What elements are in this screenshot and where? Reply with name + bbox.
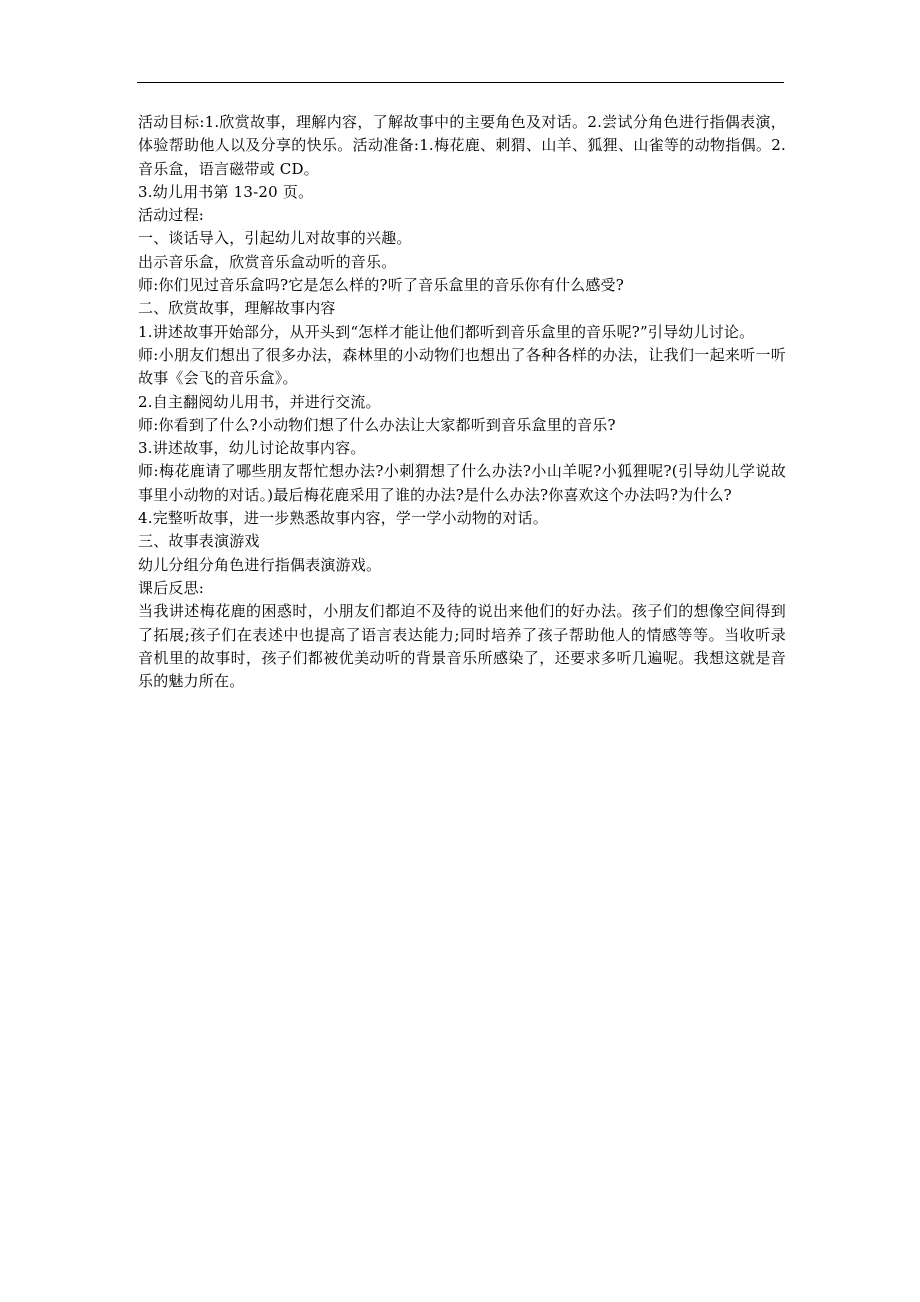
header-rule [137,82,784,83]
paragraph: 师:小朋友们想出了很多办法，森林里的小动物们也想出了各种各样的办法，让我们一起来听一听故事《会飞的音乐盒》。 [138,345,786,388]
paragraph-materials-book: 3.幼儿用书第 13-20 页。 [138,182,314,201]
document-body [138,111,786,693]
paragraph: 师:梅花鹿请了哪些朋友帮忙想办法?小刺猬想了什么办法?小山羊呢?小狐狸呢?(引导幼儿学说故事里小动物的对话。)最后梅花鹿采用了谁的办法?是什么办法?你喜欢这个办法吗?为什么? [138,462,786,504]
paragraph: 幼儿分组分角色进行指偶表演游戏。 [138,555,382,574]
section-heading-3: 三、故事表演游戏 [138,532,260,551]
paragraph: 3.讲述故事，幼儿讨论故事内容。 [138,439,366,458]
section-heading-reflection: 课后反思: [138,578,205,597]
section-heading-1: 一、谈话导入，引起幼儿对故事的兴趣。 [138,229,412,248]
paragraph: 师:你们见过音乐盒吗?它是怎么样的?听了音乐盒里的音乐你有什么感受? [138,276,624,295]
paragraph: 师:你看到了什么?小动物们想了什么办法让大家都听到音乐盒里的音乐? [138,415,616,434]
paragraph-reflection: 当我讲述梅花鹿的困惑时，小朋友们都迫不及待的说出来他们的好办法。孩子们的想像空间得到了拓展;孩子们在表述中也提高了语言表达能力;同时培养了孩子帮助他人的情感等等。当收听录音机里的故事时，孩子们都被优美动听的背景音乐所感染了，还要求多听几遍呢。我想这就是音乐的魅力所在。 [138,602,786,691]
paragraph: 1.讲述故事开始部分，从开头到“怎样才能让他们都听到音乐盒里的音乐呢?”引导幼儿讨论。 [138,322,755,341]
paragraph: 4.完整听故事，进一步熟悉故事内容，学一学小动物的对话。 [138,509,548,528]
paragraph-activity-goals: 活动目标:1.欣赏故事，理解内容，了解故事中的主要角色及对话。2.尝试分角色进行指偶表演，体验帮助他人以及分享的快乐。活动准备:1.梅花鹿、刺猬、山羊、狐狸、山雀等的动物指偶。2.音乐盒，语言磁带或 CD。 [138,113,786,178]
section-heading-2: 二、欣赏故事，理解故事内容 [138,299,336,318]
section-heading-process: 活动过程: [138,206,205,225]
paragraph: 2.自主翻阅幼儿用书，并进行交流。 [138,392,381,411]
paragraph: 出示音乐盒，欣赏音乐盒动听的音乐。 [138,252,397,271]
